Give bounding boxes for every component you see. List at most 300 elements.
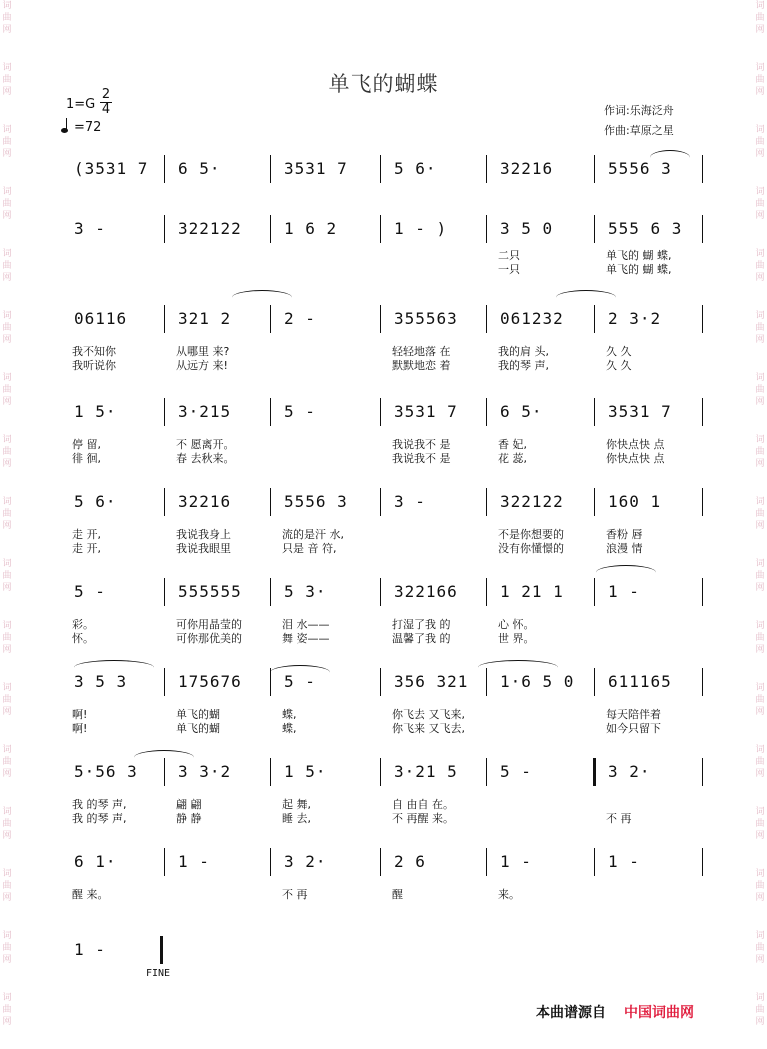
watermark-char: 曲 [2,75,12,85]
watermark-char: 词 [755,497,765,507]
watermark-char: 词 [755,311,765,321]
measure-notation: 3 - [74,219,106,238]
lyric-line-1: 打湿了我 的 [392,618,451,631]
barline [486,488,487,516]
watermark-char: 网 [755,893,765,903]
watermark-char: 词 [2,311,12,321]
watermark-char: 网 [755,521,765,531]
slur-arc [74,660,154,675]
barline [270,758,271,786]
lyric-line-1: 起 舞, [282,798,311,811]
lyric-line-1: 醒 [392,888,403,901]
lyric-line-2: 我说我眼里 [176,542,231,555]
lyric-line-1: 来。 [498,888,520,901]
watermark-char: 词 [755,745,765,755]
lyric-line-2: 花 蕊, [498,452,527,465]
watermark-char: 网 [755,149,765,159]
lyric-line-2: 我的琴 声, [498,359,549,372]
barline [702,398,703,426]
lyric-line-1: 醒 来。 [72,888,109,901]
lyric-line-2: 没有你懂憬的 [498,542,564,555]
watermark-char: 曲 [2,509,12,519]
measure-notation: 322122 [500,492,564,511]
lyric-line-1: 不 愿离开。 [176,438,235,451]
watermark-char: 曲 [2,199,12,209]
barline [380,398,381,426]
watermark-char: 网 [2,583,12,593]
watermark-char: 曲 [755,571,765,581]
watermark-char: 网 [755,87,765,97]
measure-notation: 356 321 [394,672,469,691]
measure-notation: 6 5· [500,402,543,421]
lyric-line-2: 久 久 [606,359,632,372]
lyric-line-1: 翩 翩 [176,798,202,811]
measure-notation: 160 1 [608,492,662,511]
watermark-char: 词 [2,993,12,1003]
watermark-char: 曲 [2,261,12,271]
slur-arc [134,750,194,765]
watermark-char: 词 [2,373,12,383]
watermark-char: 网 [2,149,12,159]
watermark-char: 词 [755,249,765,259]
watermark-char: 曲 [755,199,765,209]
watermark-char: 网 [2,769,12,779]
watermark-char: 曲 [755,633,765,643]
watermark-char: 词 [2,1,12,11]
watermark-char: 网 [2,955,12,965]
measure-notation: 1 - [500,852,532,871]
barline [380,758,381,786]
watermark-char: 网 [755,1017,765,1027]
barline [486,155,487,183]
watermark-right [753,0,767,1049]
watermark-char: 词 [755,373,765,383]
slur-arc [232,290,292,305]
lyric-line-1: 停 留, [72,438,101,451]
lyric-line-1: 我的肩 头, [498,345,549,358]
measure-notation: 3 - [394,492,426,511]
lyric-line-1: 单飞的蝴 [176,708,220,721]
barline [380,215,381,243]
key-signature: 1=G [66,97,96,112]
lyric-line-1: 我 的琴 声, [72,798,127,811]
measure-notation: 06116 [74,309,128,328]
footer-site-name: 中国词曲网 [624,1005,694,1021]
measure-notation: 32216 [178,492,232,511]
lyric-line-2: 睡 去, [282,812,311,825]
slur-arc [270,665,330,680]
lyric-line-2: 单飞的 蝴 蝶, [606,263,672,276]
measure-notation: 5 6· [394,159,437,178]
measure-notation: 1 - [608,582,640,601]
watermark-char: 曲 [755,943,765,953]
measure-notation: 321 2 [178,309,232,328]
lyric-line-2: 春 去秋来。 [176,452,235,465]
watermark-char: 曲 [755,385,765,395]
watermark-char: 词 [755,63,765,73]
watermark-char: 词 [2,249,12,259]
measure-notation: 1 - [74,940,106,959]
barline [594,668,595,696]
time-signature-top: 2 [101,87,111,102]
measure-notation: 5 - [500,762,532,781]
watermark-left [0,0,14,1049]
lyric-line-2: 你飞来 又飞去, [392,722,465,735]
watermark-char: 网 [755,459,765,469]
watermark-char: 网 [755,397,765,407]
measure-notation: 5 - [284,402,316,421]
barline [702,488,703,516]
lyric-line-2: 默默地恋 着 [392,359,451,372]
watermark-char: 词 [755,621,765,631]
fine-marking: FINE [146,968,171,979]
slur-arc [556,290,616,305]
watermark-char: 曲 [2,881,12,891]
barline [594,488,595,516]
composer-credit: 作曲:草原之星 [604,124,674,137]
watermark-char: 网 [755,273,765,283]
measure-notation: 2 6 [394,852,426,871]
measure-notation: 3·21 5 [394,762,458,781]
watermark-char: 词 [2,559,12,569]
watermark-char: 词 [2,187,12,197]
barline [270,848,271,876]
lyric-line-2: 舞 姿—— [282,632,330,645]
watermark-char: 曲 [2,819,12,829]
watermark-char: 词 [755,683,765,693]
watermark-char: 词 [2,745,12,755]
measure-notation: 3 5 0 [500,219,554,238]
measure-notation: 322166 [394,582,458,601]
watermark-char: 词 [755,869,765,879]
measure-notation: 3 5 3 [74,672,128,691]
lyric-line-2: 浪漫 情 [606,542,643,555]
lyric-line-1: 你飞去 又飞来, [392,708,465,721]
measure-notation: 5 - [284,672,316,691]
measure-notation: 1·6 5 0 [500,672,575,691]
barline [380,578,381,606]
lyric-line-2: 单飞的蝴 [176,722,220,735]
barline [486,398,487,426]
barline [164,398,165,426]
watermark-char: 词 [755,807,765,817]
watermark-char: 曲 [2,571,12,581]
lyric-line-1: 你快点快 点 [606,438,665,451]
watermark-char: 词 [2,125,12,135]
watermark-char: 网 [2,459,12,469]
watermark-char: 曲 [755,509,765,519]
watermark-char: 网 [2,645,12,655]
lyric-line-2: 走 开, [72,542,101,555]
time-signature [99,88,113,117]
measure-notation: 5·56 3 [74,762,138,781]
measure-notation: 3531 7 [608,402,672,421]
lyric-line-2: 蝶, [282,722,297,735]
watermark-char: 词 [755,125,765,135]
slur-arc [650,150,690,165]
watermark-char: 曲 [755,323,765,333]
barline [270,305,271,333]
lyric-line-1: 不是你想要的 [498,528,564,541]
lyric-line-2: 一只 [498,263,520,276]
measure-notation: 3 2· [284,852,327,871]
barline [594,398,595,426]
watermark-char: 网 [2,87,12,97]
measure-notation: 6 5· [178,159,221,178]
slur-arc [478,660,558,675]
watermark-char: 词 [2,621,12,631]
barline [380,848,381,876]
watermark-char: 曲 [2,1005,12,1015]
watermark-char: 曲 [2,385,12,395]
lyric-line-1: 泪 水—— [282,618,330,631]
watermark-char: 网 [2,521,12,531]
lyric-line-2: 可你那优美的 [176,632,242,645]
watermark-char: 曲 [755,261,765,271]
barline [380,668,381,696]
watermark-char: 词 [2,497,12,507]
watermark-char: 网 [2,25,12,35]
watermark-char: 词 [755,187,765,197]
measure-notation: 322122 [178,219,242,238]
barline [702,578,703,606]
lyric-line-1: 自 由自 在。 [392,798,454,811]
watermark-char: 网 [755,769,765,779]
measure-notation: 5 6· [74,492,117,511]
barline [380,155,381,183]
measure-notation: 355563 [394,309,458,328]
watermark-char: 网 [2,707,12,717]
watermark-char: 网 [755,955,765,965]
lyric-line-2: 世 界。 [498,632,535,645]
watermark-char: 曲 [2,13,12,23]
barline [702,848,703,876]
measure-notation: 3·215 [178,402,232,421]
barline [486,758,487,786]
watermark-char: 网 [755,707,765,717]
barline [164,668,165,696]
barline [594,215,595,243]
footer-source-label: 本曲谱源自 [536,1005,606,1021]
measure-notation: 2 3·2 [608,309,662,328]
slur-arc [596,565,656,580]
watermark-char: 词 [2,931,12,941]
barline [702,305,703,333]
watermark-char: 曲 [2,323,12,333]
watermark-char: 曲 [2,757,12,767]
watermark-char: 网 [755,335,765,345]
watermark-char: 词 [755,1,765,11]
measure-notation: 32216 [500,159,554,178]
lyric-line-2: 静 静 [176,812,202,825]
barline [164,155,165,183]
barline [594,848,595,876]
watermark-char: 词 [2,683,12,693]
watermark-char: 曲 [755,695,765,705]
lyric-line-1: 我说我不 是 [392,438,451,451]
barline [380,488,381,516]
watermark-char: 曲 [755,137,765,147]
watermark-char: 曲 [755,881,765,891]
watermark-char: 曲 [755,75,765,85]
barline [593,758,596,786]
lyric-line-2: 你快点快 点 [606,452,665,465]
watermark-char: 网 [2,335,12,345]
measure-notation: 6 1· [74,852,117,871]
lyric-line-1: 不 再 [282,888,308,901]
watermark-char: 词 [2,807,12,817]
watermark-char: 网 [755,831,765,841]
watermark-char: 网 [2,211,12,221]
lyricist-credit: 作词:乐海泛舟 [604,104,674,117]
quarter-note-icon [66,118,72,131]
barline [702,758,703,786]
barline [486,305,487,333]
measure-notation: 1 - [608,852,640,871]
watermark-char: 词 [2,869,12,879]
measure-notation: 3 3·2 [178,762,232,781]
watermark-char: 网 [755,25,765,35]
barline [702,155,703,183]
measure-notation: 1 - [178,852,210,871]
lyric-line-1: 轻轻地落 在 [392,345,451,358]
measure-notation: 3531 7 [394,402,458,421]
barline [270,398,271,426]
measure-notation: 555 6 3 [608,219,683,238]
measure-notation: 1 - ) [394,219,448,238]
measure-notation: 3 2· [608,762,651,781]
lyric-line-1: 走 开, [72,528,101,541]
barline [594,305,595,333]
barline [164,488,165,516]
lyric-line-1: 彩。 [72,618,94,631]
barline [164,578,165,606]
measure-notation: 5556 3 [284,492,348,511]
measure-notation: 1 6 2 [284,219,338,238]
watermark-char: 网 [755,583,765,593]
lyric-line-2: 怀。 [72,632,94,645]
watermark-char: 词 [755,435,765,445]
lyric-line-2: 我 的琴 声, [72,812,127,825]
barline [270,215,271,243]
watermark-char: 曲 [755,13,765,23]
watermark-char: 词 [755,931,765,941]
measure-notation: 5 3· [284,582,327,601]
watermark-char: 曲 [755,447,765,457]
watermark-char: 网 [2,831,12,841]
barline [594,578,595,606]
barline [702,215,703,243]
lyric-line-1: 单飞的 蝴 蝶, [606,249,672,262]
lyric-line-1: 每天陪伴着 [606,708,661,721]
measure-notation: 5 - [74,582,106,601]
watermark-char: 词 [755,559,765,569]
lyric-line-1: 蝶, [282,708,297,721]
measure-notation: (3531 7 [74,159,149,178]
lyric-line-2: 温馨了我 的 [392,632,451,645]
watermark-char: 网 [755,645,765,655]
lyric-line-1: 流的是汗 水, [282,528,344,541]
lyric-line-2: 从远方 来! [176,359,228,372]
watermark-char: 曲 [2,943,12,953]
barline [486,578,487,606]
watermark-char: 曲 [2,633,12,643]
watermark-char: 网 [755,211,765,221]
lyric-line-1: 我说我身上 [176,528,231,541]
lyric-line-1: 香粉 唇 [606,528,643,541]
measure-notation: 611165 [608,672,672,691]
barline [164,848,165,876]
tempo-marking [66,118,101,135]
watermark-char: 网 [2,397,12,407]
lyric-line-2: 我说我不 是 [392,452,451,465]
barline [164,305,165,333]
lyric-line-1: 心 怀。 [498,618,535,631]
barline [380,305,381,333]
lyric-line-1: 二只 [498,249,520,262]
lyric-line-1: 我不知你 [72,345,116,358]
barline [270,155,271,183]
measure-notation: 1 21 1 [500,582,564,601]
measure-notation: 175676 [178,672,242,691]
tempo-value: =72 [74,120,102,135]
song-title: 单飞的蝴蝶 [328,72,439,96]
watermark-char: 词 [755,993,765,1003]
measure-notation: 2 - [284,309,316,328]
watermark-char: 词 [2,435,12,445]
lyric-line-1: 香 妃, [498,438,527,451]
watermark-char: 曲 [755,1005,765,1015]
watermark-char: 曲 [2,695,12,705]
lyric-line-2: 我听说你 [72,359,116,372]
watermark-char: 曲 [755,757,765,767]
lyric-line-2: 啊! [72,722,88,735]
lyric-line-2: 不 再醒 来。 [392,812,454,825]
measure-notation: 061232 [500,309,564,328]
watermark-char: 词 [2,63,12,73]
time-signature-bottom: 4 [101,102,111,117]
watermark-char: 网 [2,1017,12,1027]
measure-notation: 555555 [178,582,242,601]
measure-notation: 5556 3 [608,159,672,178]
barline [270,578,271,606]
lyric-line-2: 如今只留下 [606,722,661,735]
lyric-line-2: 只是 音 符, [282,542,337,555]
measure-notation: 1 5· [284,762,327,781]
lyric-line-1: 久 久 [606,345,632,358]
lyric-line-1: 可你用晶莹的 [176,618,242,631]
watermark-char: 曲 [2,447,12,457]
barline [594,155,595,183]
barline [164,215,165,243]
lyric-line-2: 不 再 [606,812,632,825]
lyric-line-2: 徘 徊, [72,452,101,465]
footer-source [536,1002,694,1022]
barline [486,215,487,243]
lyric-line-1: 从哪里 来? [176,345,230,358]
lyric-line-1: 啊! [72,708,88,721]
barline [486,848,487,876]
measure-notation: 1 5· [74,402,117,421]
watermark-char: 网 [2,273,12,283]
barline [160,936,163,964]
watermark-char: 网 [2,893,12,903]
watermark-char: 曲 [755,819,765,829]
barline [270,488,271,516]
watermark-char: 曲 [2,137,12,147]
barline [702,668,703,696]
measure-notation: 3531 7 [284,159,348,178]
